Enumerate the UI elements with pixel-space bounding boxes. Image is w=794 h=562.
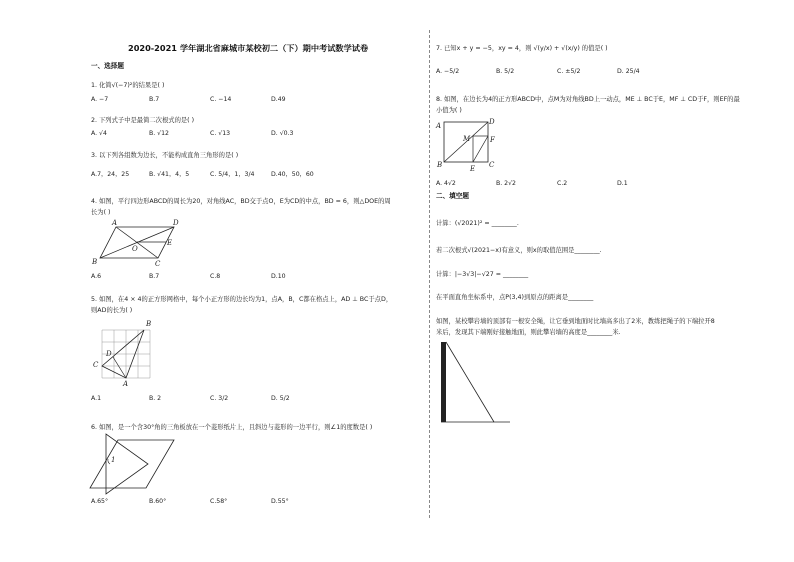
- fill2-stem: 若二次根式√(2021−x)有意义，则x的取值范围是________.: [436, 247, 602, 254]
- q7-option-d: D. 25/4: [617, 68, 640, 75]
- q6-option-b: B.60°: [149, 498, 167, 505]
- q6-option-a: A.65°: [91, 498, 109, 505]
- q8-option-b: B. 2√2: [496, 180, 516, 187]
- q3-option-a: A.7，24，25: [91, 171, 130, 178]
- q4-label-o: O: [132, 245, 138, 253]
- column-divider: [429, 30, 430, 518]
- section-fill: 二、填空题: [436, 192, 469, 200]
- q3-stem: 3. 以下列各组数为边长，不能构成直角三角形的是( ): [91, 152, 239, 159]
- q5-option-d: D. 5/2: [271, 395, 290, 402]
- q4-parallelogram-figure: [88, 218, 183, 268]
- fill5-stem-line1: 如图，某校攀岩墙的顶部有一根安全绳，让它垂到地面时比墙高多出了2米，教练把绳子的下端拉开8: [436, 318, 715, 325]
- q5-option-c: C. 3/2: [210, 395, 229, 402]
- exam-title: 2020-2021 学年湖北省麻城市某校初二（下）期中考试数学试卷: [128, 43, 369, 53]
- q1-option-b: B.7: [149, 96, 160, 103]
- q5-label-c: C: [93, 361, 99, 369]
- q8-square-figure: [434, 115, 498, 175]
- q2-option-a: A. √4: [91, 130, 107, 137]
- q5-label-b: B: [146, 320, 152, 328]
- q8-label-m: M: [463, 135, 471, 143]
- q8-label-e: E: [470, 165, 476, 173]
- q6-rhombus-figure: [88, 432, 180, 498]
- q4-label-d: D: [173, 219, 179, 227]
- q8-option-d: D.1: [617, 180, 628, 187]
- section-choice: 一、选择题: [91, 62, 124, 70]
- q1-option-c: C. −14: [210, 96, 232, 103]
- q4-stem-line1: 4. 如图，平行四边形ABCD的周长为20，对角线AC，BD交于点O，E为CD的中点，BD = 6，则△DOE的周: [91, 198, 391, 205]
- q6-stem: 6. 如图，是一个含30°角的三角板放在一个菱形纸片上，且斜边与菱形的一边平行，则∠1的度数是( ): [91, 424, 373, 431]
- fill5-wall: [441, 342, 446, 422]
- q1-option-d: D.49: [271, 96, 286, 103]
- q2-stem: 2. 下列式子中是最简二次根式的是( ): [91, 117, 195, 124]
- q8-label-f: F: [490, 136, 495, 144]
- q6-label-angle1: 1: [111, 456, 116, 464]
- q8-label-c: C: [489, 161, 495, 169]
- q4-option-b: B.7: [149, 273, 160, 280]
- q4-label-e: E: [167, 239, 173, 247]
- q3-option-d: D.40，50，60: [271, 171, 314, 178]
- fill3-stem: 计算：|−3√3|−√27 = ________: [436, 271, 529, 278]
- q8-option-c: C.2: [557, 180, 568, 187]
- q2-option-b: B. √12: [149, 130, 169, 137]
- q3-option-b: B. √41，4，5: [149, 171, 190, 178]
- q4-label-c: C: [155, 260, 161, 268]
- q1-option-a: A. −7: [91, 96, 109, 103]
- q7-option-c: C. ±5/2: [557, 68, 581, 75]
- q8-stem-line2: 小值为( ): [436, 107, 462, 114]
- q6-option-d: D.55°: [271, 498, 289, 505]
- q6-option-c: C.58°: [210, 498, 228, 505]
- q5-label-d: D: [106, 350, 112, 358]
- q7-option-b: B. 5/2: [496, 68, 515, 75]
- q7-option-a: A. −5/2: [436, 68, 460, 75]
- q8-label-d: D: [489, 118, 495, 126]
- q5-option-b: B. 2: [149, 395, 162, 402]
- q8-label-b: B: [437, 161, 443, 169]
- q4-option-d: D.10: [271, 273, 286, 280]
- q2-option-c: C. √13: [210, 130, 231, 137]
- q5-option-a: A.1: [91, 395, 102, 402]
- q5-grid-figure: [92, 316, 157, 388]
- q5-stem-line2: 则AD的长为( ): [91, 307, 133, 314]
- q5-stem-line1: 5. 如图，在4 × 4的正方形网格中，每个小正方形的边长均为1，点A，B，C都在格点上，AD ⊥ BC于点D，: [91, 296, 393, 303]
- fill5-rope: [446, 342, 494, 422]
- q4-option-c: C.8: [210, 273, 221, 280]
- q2-option-d: D. √0.3: [271, 130, 294, 137]
- fill4-stem: 在平面直角坐标系中，点P(3,4)到原点的距离是________: [436, 294, 594, 301]
- fill1-stem: 计算：(√2021)² = ________.: [436, 220, 519, 227]
- fill5-wall-rope-figure: [440, 338, 514, 426]
- q3-option-c: C. 5/4，1，3/4: [210, 171, 255, 178]
- q7-stem: 7. 已知x + y = −5，xy = 4，则 √(y/x) + √(x/y) 的值是( ): [436, 45, 608, 52]
- q4-label-b: B: [92, 258, 98, 266]
- q5-label-a: A: [123, 380, 129, 388]
- q4-stem-line2: 长为( ): [91, 209, 111, 216]
- q8-label-a: A: [436, 122, 442, 130]
- fill5-stem-line2: 米后，发现其下端刚好接触地面，则此攀岩墙的高度是________米.: [436, 329, 621, 336]
- q4-label-a: A: [112, 219, 118, 227]
- q4-option-a: A.6: [91, 273, 102, 280]
- q8-stem-line1: 8. 如图，在边长为4的正方形ABCD中，点M为对角线BD上一动点，ME ⊥ BC于E，MF ⊥ CD于F，则EF的最: [436, 96, 740, 103]
- q1-stem: 1. 化简√(−7)²的结果是( ): [91, 82, 165, 89]
- q8-option-a: A. 4√2: [436, 180, 456, 187]
